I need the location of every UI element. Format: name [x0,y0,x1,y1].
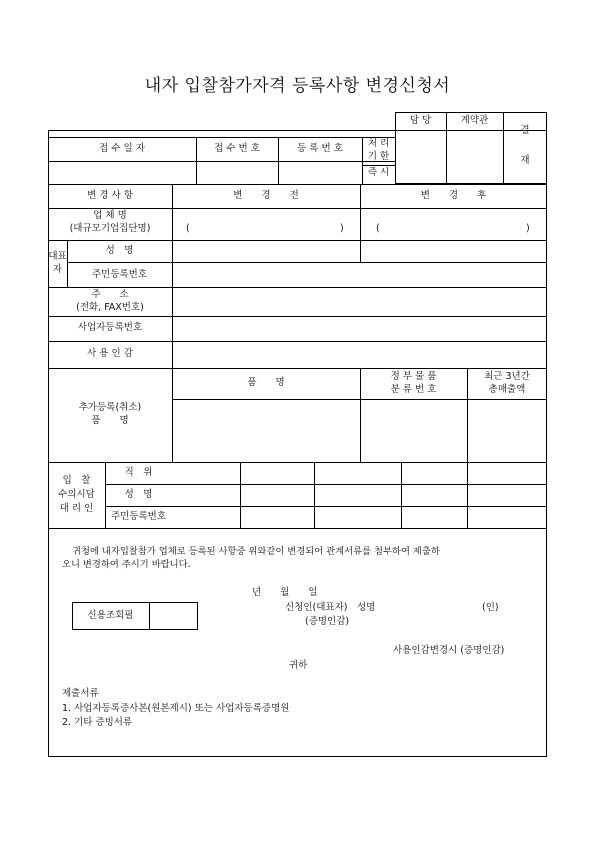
representative-label-2: 자 [52,264,63,275]
approval-gyeol: 결 [520,125,530,136]
before-paren-open: ( [186,223,190,234]
after-paren-close: ) [526,223,530,234]
agent-label-2: 수의시담 [58,489,95,500]
agent-resident-no-label: 주민등록번호 [110,511,167,522]
added-reg-label-2: 품 명 [91,415,129,426]
address-label: 주 소 [91,289,129,300]
processing-label-1: 처 리 [367,138,390,149]
credit-check-label: 신용조회필 [87,610,134,621]
processing-label-2: 기 한 [367,151,390,162]
seal-label: 사 용 인 감 [87,348,133,359]
approval-damdang: 담 당 [409,115,432,126]
statement-line-2: 오니 변경하여 주시기 바랍니다. [62,559,191,570]
address-phone-label: (전화, FAX번호) [76,302,144,313]
documents-item-1: 1. 사업자등록증사본(원본제시) 또는 사업자등록증명원 [62,703,290,714]
biz-reg-no-label: 사업자등록번호 [77,322,143,333]
company-group-label: (대규모기업집단명) [69,223,151,234]
receipt-date-label: 접 수 일 자 [99,143,145,154]
immediate-label: 즉 시 [367,167,390,178]
applicant-label: 신청인(대표자) 성명 [285,602,376,613]
approval-contract-officer: 계약관 [460,115,489,126]
product-name-header: 품 명 [247,377,285,388]
representative-label-1: 대표 [48,251,67,262]
receipt-no-label: 접 수 번 호 [214,143,260,154]
approval-jae: 재 [520,155,530,166]
company-name-label: 업 체 명 [93,210,127,221]
agent-name-label: 성 명 [124,489,153,500]
added-reg-label-1: 추가등록(취소) [78,402,142,413]
certified-seal-label: (증명인감) [305,616,350,627]
class-no-header-1: 정 부 물 품 [390,371,437,382]
sales-header-1: 최근 3년간 [484,371,530,382]
addressee: 귀하 [289,660,308,671]
rep-name-label: 성 명 [105,245,134,256]
agent-label-3: 대 리 인 [59,503,94,514]
before-paren-close: ) [340,223,344,234]
rep-resident-no-label: 주민등록번호 [91,269,148,280]
agent-position-label: 직 위 [124,467,153,478]
seal-change-label: 사용인감변경시 (증명인감) [393,645,505,656]
change-after-header: 변 경 후 [420,190,487,201]
sales-header-2: 총매출액 [488,384,526,395]
reg-no-label: 등 록 번 호 [297,143,343,154]
class-no-header-2: 분 류 번 호 [390,384,437,395]
documents-title: 제출서류 [62,688,99,699]
change-before-header: 변 경 전 [233,190,299,201]
documents-item-2: 2. 기타 증빙서류 [62,717,133,728]
after-paren-open: ( [376,223,380,234]
date-line: 년 월 일 [252,587,318,598]
in-mark: (인) [482,602,499,613]
page-title: 내자 입찰참가자격 등록사항 변경신청서 [144,76,451,96]
agent-label-1: 입 찰 [62,475,91,486]
change-item-header: 변 경 사 항 [87,190,133,201]
statement-line-1: 귀청에 내자입찰참가 업체로 등록된 사항중 위와같이 변경되어 관계서류를 첨부하여 제출하 [72,546,440,557]
